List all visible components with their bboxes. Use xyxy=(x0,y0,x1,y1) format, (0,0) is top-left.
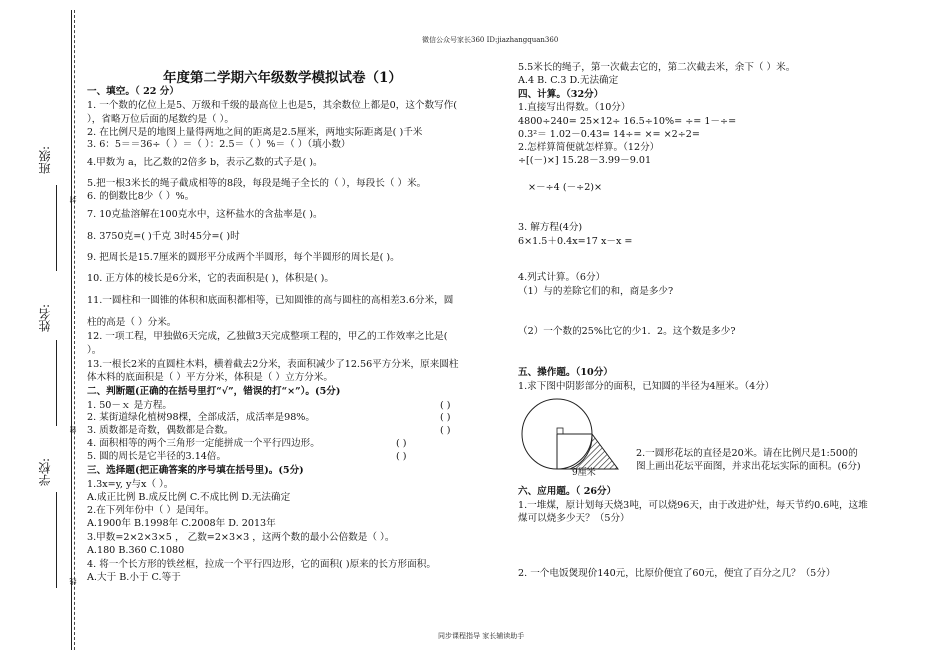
choice-options: A.大于 B.小于 C.等于 xyxy=(87,572,181,583)
judge-answer-bracket[interactable]: ( ) xyxy=(440,425,451,436)
question-line: 5.把一根3米长的绳子截成相等的8段，每段是绳子全长的（ ），每段长（ ）米。 xyxy=(87,178,427,189)
choice-options: A.成正比例 B.成反比例 C.不成比例 D.无法确定 xyxy=(87,492,291,503)
name-label: 姓名: xyxy=(38,304,52,333)
class-answer-line xyxy=(56,185,57,271)
judge-answer-bracket[interactable]: ( ) xyxy=(396,451,407,462)
margin-rule xyxy=(71,10,72,650)
question-line: 10. 正方体的棱长是6分米，它的表面积是( )，体积是( )。 xyxy=(87,273,334,284)
calc-row: 4800÷240= 25×12÷ 16.5÷10%= ÷= 1－÷= xyxy=(518,116,737,127)
operation-question: 2.一圆形花坛的直径是20米。请在比例尺是1:500的 xyxy=(636,448,858,459)
judge-item: 4. 面积相等的两个三角形一定能拼成一个平行四边形。 xyxy=(87,438,320,449)
equation-row: 6×1.5＋0.4x=17 x－x = xyxy=(518,236,633,247)
section-calc-heading: 四、计算。（32分） xyxy=(518,89,604,100)
shaded-area-figure xyxy=(518,396,630,478)
footer-note: 同步课程指导 家长辅读助手 xyxy=(438,632,525,640)
equation-instruction: 3. 解方程(4分) xyxy=(518,222,583,233)
question-line: 4.甲数为 a，比乙数的2倍多 b，表示乙数的式子是( )。 xyxy=(87,157,323,168)
judge-item: 3. 质数都是奇数，偶数都是合数。 xyxy=(87,425,234,436)
school-label: 学校: xyxy=(38,458,52,487)
question-line: 2. 在比例尺是的地图上量得两地之间的距离是2.5厘米，两地实际距离是( )千米 xyxy=(87,127,423,138)
calc-instruction: 1.直接写出得数。（10分） xyxy=(518,102,631,113)
expression-question: （2）一个数的25%比它的少1．2。这个数是多少? xyxy=(518,326,736,337)
section-choice-heading: 三、选择题(把正确答案的序号填在括号里)。(5分) xyxy=(87,465,304,476)
question-line: ）。 xyxy=(87,345,102,356)
judge-item: 1. 50－ｘ 是方程。 xyxy=(87,400,173,411)
calc-instruction: 2.怎样算简便就怎样算。（12分） xyxy=(518,142,660,153)
expression-question: （1）与的差除它们的和，商是多少? xyxy=(518,286,674,297)
judge-item: 5. 圆的周长是它半径的3.14倍。 xyxy=(87,451,227,462)
question-line: 体木料的底面积是（ ）平方分米，体积是（ ）立方分米。 xyxy=(87,372,333,383)
judge-answer-bracket[interactable]: ( ) xyxy=(440,400,451,411)
choice-options: A.180 B.360 C.1080 xyxy=(87,545,185,556)
seal-mark-3: 线 xyxy=(69,578,77,585)
choice-question: 5.5米长的绳子，第一次截去它的，第二次截去米，余下（ ）米。 xyxy=(518,62,796,73)
question-line: 7. 10克盐溶解在100克水中，这杯盐水的含盐率是( )。 xyxy=(87,209,323,220)
application-question: 煤可以烧多少天？（5分） xyxy=(518,513,630,524)
expression-instruction: 4.列式计算。（6分） xyxy=(518,272,606,283)
figure-length-label: 9厘米 xyxy=(572,468,596,478)
operation-question: 图上画出花坛平面图，并求出花坛实际的面积。(6分) xyxy=(636,461,861,472)
choice-question: 2.在下列年份中（ ）是闰年。 xyxy=(87,505,215,516)
cut-line xyxy=(74,10,75,650)
question-line: ），省略万位后面的尾数约是（ ）。 xyxy=(87,114,234,125)
judge-answer-bracket[interactable]: ( ) xyxy=(440,412,451,423)
calc-row: ÷[(－)×] 15.28－3.99－9.01 xyxy=(518,155,652,166)
question-line: 1. 一个数的亿位上是5、万级和千级的最高位上也是5，其余数位上都是0，这个数写作( xyxy=(87,100,458,111)
question-line: 8. 3750克=( )千克 3时45分=( )时 xyxy=(87,231,240,242)
choice-options: A.4 B. C.3 D.无法确定 xyxy=(518,75,619,86)
choice-question: 3.甲数=2×2×3×5 ， 乙数=2×3×3 ，这两个数的最小公倍数是（ ）。 xyxy=(87,532,395,543)
section-fill-heading: 一、填空。（ 22 分） xyxy=(87,86,179,97)
section-application-heading: 六、应用题。（ 26分） xyxy=(518,486,617,497)
choice-options: A.1900年 B.1998年 C.2008年 D. 2013年 xyxy=(87,518,276,529)
question-line: 3. 6：5＝＝36÷（ ）＝（ ）：2.5＝（ ）%＝（ ）（填小数） xyxy=(87,139,351,150)
right-angle-mark xyxy=(557,428,563,434)
calc-row: 0.3²＝ 1.02－0.43= 14÷= ×= ×2÷2= xyxy=(518,129,700,140)
judge-answer-bracket[interactable]: ( ) xyxy=(396,438,407,449)
question-line: 11.一圆柱和一圆锥的体积和底面积都相等，已知圆锥的高与圆柱的高相差3.6分米，圆 xyxy=(87,295,454,306)
school-answer-line xyxy=(56,492,57,588)
calc-row: ×－÷4 (－÷2)× xyxy=(528,182,603,193)
seal-mark-2: 密 xyxy=(69,426,77,433)
section-judge-heading: 二、判断题(正确的在括号里打“√”，错误的打“×”）。(5分) xyxy=(87,386,341,397)
page-title: 年度第二学期六年级数学模拟试卷（1） xyxy=(163,70,402,86)
name-answer-line xyxy=(56,340,57,426)
question-line: 12. 一项工程，甲独做6天完成，乙独做3天完成整项工程的，甲乙的工作效率之比是( xyxy=(87,331,448,342)
header-note: 微信公众号家长360 ID:jiazhangquan360 xyxy=(422,36,559,44)
section-operation-heading: 五、操作题。（10分） xyxy=(518,367,613,378)
seal-mark-1: 封 xyxy=(69,196,77,203)
choice-question: 4. 将一个长方形的铁丝框，拉成一个平行四边形，它的面积( )原来的长方形面积。 xyxy=(87,559,436,570)
question-line: 13.一根长2米的直圆柱木料，横着截去2分米，表面积减少了12.56平方分米，原来圆柱 xyxy=(87,359,459,370)
application-question: 2. 一个电饭煲现价140元，比原价便宜了60元，便宜了百分之几？（5分） xyxy=(518,568,836,579)
judge-item: 2. 某街道绿化植树98棵，全部成活，成活率是98%。 xyxy=(87,412,316,423)
application-question: 1.一堆煤，原计划每天烧3吨，可以烧96天，由于改进炉灶，每天节约0.6吨，这堆 xyxy=(518,500,868,511)
class-label: 班级: xyxy=(38,146,52,175)
choice-question: 1.3x=y, y与x（ ）。 xyxy=(87,479,174,490)
question-line: 9. 把周长是15.7厘米的圆形平分成两个半圆形，每个半圆形的周长是( )。 xyxy=(87,252,400,263)
question-line: 6. 的倒数比8少（ ）%。 xyxy=(87,191,195,202)
operation-question: 1.求下图中阴影部分的面积，已知圆的半径为4厘米。（4分） xyxy=(518,381,775,392)
question-line: 柱的高是（ ）分米。 xyxy=(87,317,177,328)
